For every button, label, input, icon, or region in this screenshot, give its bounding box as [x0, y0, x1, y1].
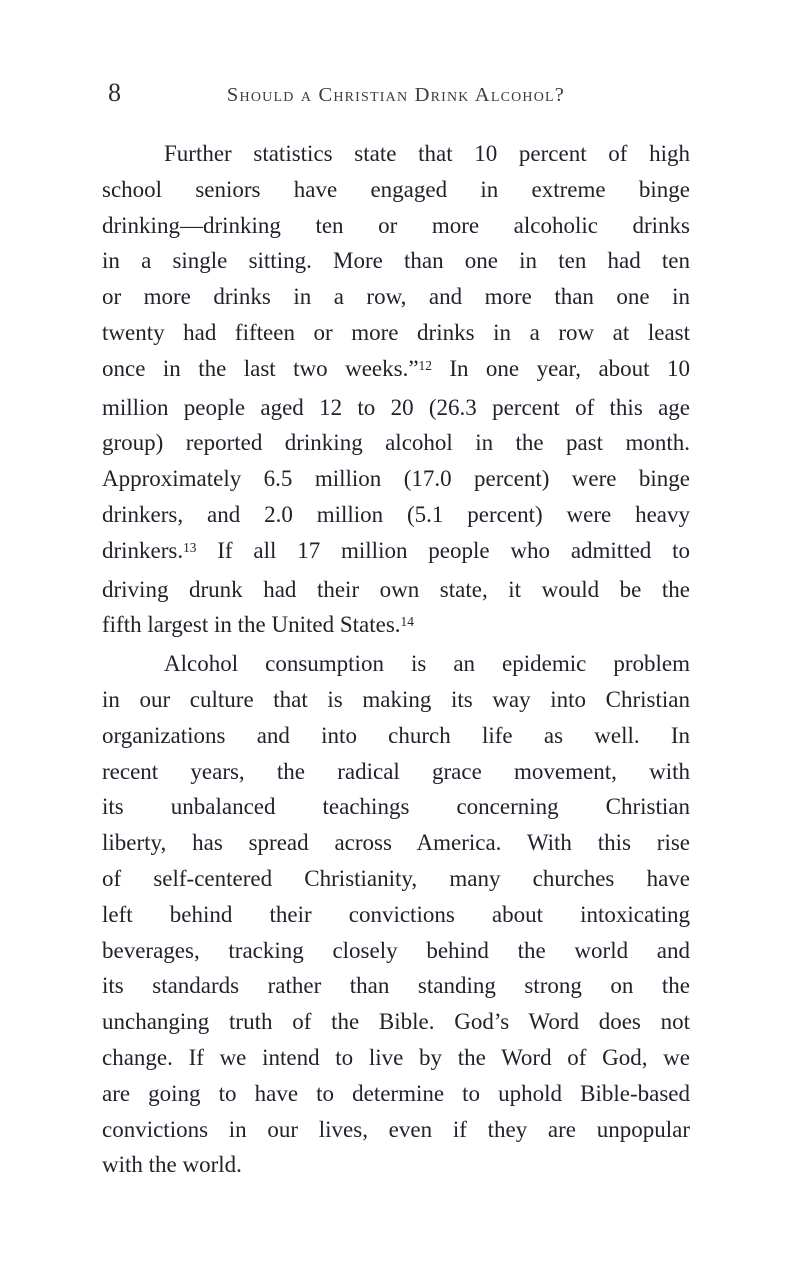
- text-line: left behind their convictions about intoxicating: [102, 901, 690, 927]
- footnote-reference: 14: [400, 614, 414, 630]
- footnote-reference: 13: [183, 539, 197, 555]
- text-line: unchanging truth of the Bible. God’s Word does not: [102, 1009, 690, 1035]
- text-line: convictions in our lives, even if they are unpopular: [102, 1116, 690, 1142]
- text-line: change. If we intend to live by the Word of God, we: [102, 1044, 690, 1070]
- body-text: [102, 136, 690, 1183]
- text-line: once in the last two weeks.”$^{12}$ In one year, about 10: [102, 355, 691, 381]
- text-line: driving drunk had their own state, it would be the: [102, 576, 690, 602]
- page-header: [102, 78, 690, 108]
- text-line: group) reported drinking alcohol in the past month.: [102, 430, 690, 456]
- text-line: of self-centered Christianity, many churches have: [102, 865, 690, 891]
- text-line: are going to have to determine to uphold Bible-based: [102, 1080, 690, 1106]
- text-line: million people aged 12 to 20 (26.3 percent of this age: [102, 394, 690, 420]
- text-line: fifth largest in the United States.$^{14}$: [102, 612, 414, 638]
- running-title: Should a Christian Drink Alcohol?: [226, 84, 566, 106]
- text-line: liberty, has spread across America. With this rise: [102, 830, 690, 856]
- text-line: in a single sitting. More than one in ten had ten: [102, 248, 690, 274]
- text-line: organizations and into church life as well. In: [102, 722, 690, 748]
- text-line: drinkers, and 2.0 million (5.1 percent) were heavy: [102, 501, 690, 527]
- text-line: in our culture that is making its way into Christian: [102, 686, 690, 712]
- text-line: recent years, the radical grace movement, with: [102, 758, 690, 784]
- footnote-reference: 12: [418, 357, 432, 373]
- paragraph: [102, 136, 690, 646]
- text-line: its unbalanced teachings concerning Christian: [102, 794, 690, 820]
- page-number: 8: [108, 78, 121, 107]
- text-line: drinking—drinking ten or more alcoholic drinks: [102, 212, 690, 238]
- text-line: beverages, tracking closely behind the world and: [102, 937, 690, 963]
- paragraph: [102, 646, 690, 1183]
- text-line: its standards rather than standing strong on the: [102, 973, 690, 999]
- text-line: Approximately 6.5 million (17.0 percent) were binge: [102, 466, 690, 492]
- text-line: school seniors have engaged in extreme binge: [102, 176, 690, 202]
- text-line: Alcohol consumption is an epidemic problem: [164, 651, 690, 677]
- text-line: Further statistics state that 10 percent of high: [164, 141, 690, 166]
- text-line: with the world.: [102, 1152, 242, 1178]
- text-line: or more drinks in a row, and more than one in: [102, 284, 690, 310]
- text-line: drinkers.$^{13}$ If all 17 million people who admitted to: [102, 537, 690, 563]
- text-line: twenty had fifteen or more drinks in a row at least: [102, 319, 690, 345]
